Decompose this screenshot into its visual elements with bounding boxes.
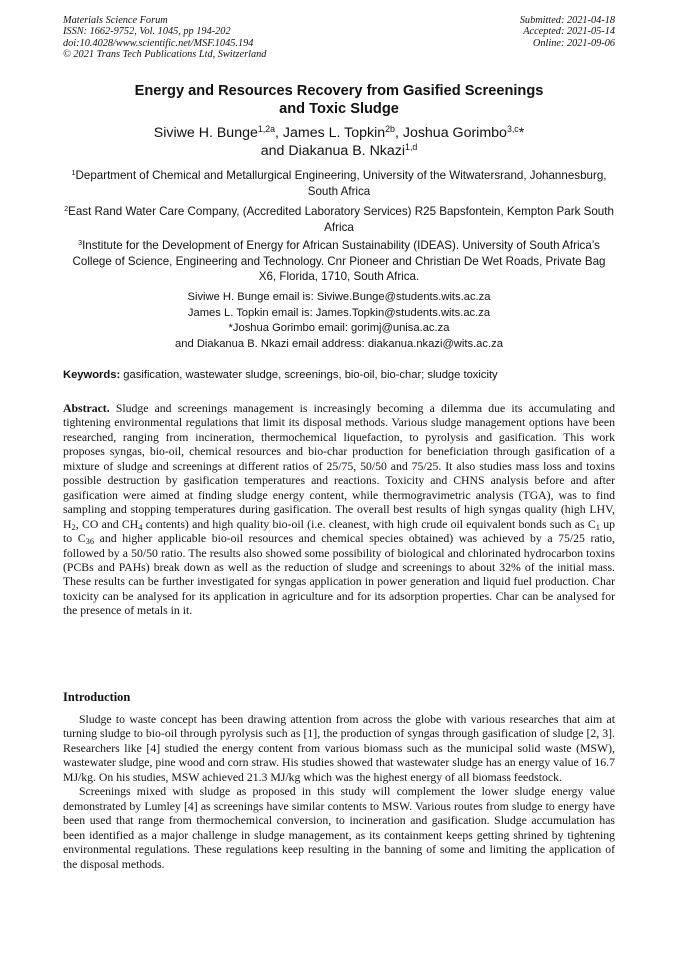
author-line-2 [63, 142, 615, 160]
author-name: Joshua Gorimbo [402, 125, 507, 141]
introduction-paragraph-1: Sludge to waste concept has been drawing attention from across the globe with various researches that aim at turning sludge to bio-oil through pyrolysis such as [1], the production of syngas through gasification of sludge [2, 3]. Researchers like [4] studied the energy content from various biomass such as the municipal solid waste (MSW), wastewater sludge, pine wood and corn straw. His studies showed that wastewater sludge has an energy value of 16.7 MJ/kg. On his studies, MSW achieved 21.3 MJ/kg which was the highest energy of all biomass feedstock. [63, 713, 615, 784]
abstract-text: , CO and CH [75, 517, 139, 531]
subscript: 1 [595, 521, 600, 532]
author-affiliation-marker: 1,2a [257, 124, 275, 135]
affiliation-text: Institute for the Development of Energy for African Sustainability (IDEAS). University of South Africa’s College of Science, Engineering and Technology. Cnr Pioneer and Christian De Wet Roads, Private Bag X6, Florida, 1710, South Africa. [72, 239, 606, 284]
email-line[interactable]: Siviwe H. Bunge email is: Siviwe.Bunge@students.wits.ac.za [187, 291, 491, 303]
author-emails [63, 290, 615, 352]
introduction-body [63, 713, 615, 872]
subscript: 4 [138, 521, 143, 532]
online-date: Online: 2021-09-06 [532, 37, 615, 49]
paper-title-line-2: and Toxic Sludge [279, 101, 399, 117]
abstract-text: up to C [63, 517, 615, 546]
email-line[interactable]: and Diakanua B. Nkazi email address: diakanua.nkazi@wits.ac.za [175, 337, 503, 350]
abstract-text: and higher applicable bio-oil resources and chemical species obtained) was achieved by a 75/25 ratio, followed by a 50/50 ratio. The results also showed some possibility of biological and chlorinated hydrocarbon toxins (PCBs and PAHs) break down as well as the reduction of sludge and screenings to about 32% of the initial mass. These results can be further investigated for syngas application in power generation and liquid fuel production. Char toxicity can be analysed for its application in agriculture and for its adsorption properties. Char can be analysed for the presence of metals in it. [63, 532, 615, 618]
author-affiliation-marker: 2b [385, 124, 395, 135]
keywords-text: gasification, wastewater sludge, screenings, bio-oil, bio-char; sludge toxicity [120, 369, 498, 381]
submitted-date: Submitted: 2021-04-18 [519, 15, 615, 26]
affiliation-marker: 1 [71, 168, 76, 178]
subscript: 36 [85, 536, 95, 547]
abstract-text: Sludge and screenings management is increasingly becoming a dilemma due its accumulating and tightening environmental regulations that limit its disposal methods. Various sludge management options have been researched, ranging from incineration, thermochemical liquefaction, to pyrolysis and gasification. This work proposes syngas, bio-oil, chemical resources and bio-char production for beneficiation through gasification of a mixture of sludge and screenings at different ratios of 25/75, 50/50 and 75/25. It also studies mass loss and toxins possible destruction by gasification temperatures and reactions. Toxicity and CHNS analysis before and after gasification were aimed at finding sludge energy content, while thermogravimetric analysis (TGA), was to find sampling and stopping temperatures during gasification. The overall best results of high syngas quality (high LHV, H [63, 402, 615, 531]
affiliation-3 [63, 238, 615, 285]
affiliation-text: Department of Chemical and Metallurgical Engineering, University of the Witwatersrand, Johannesburg, South Africa [75, 169, 607, 198]
paper-title [63, 82, 615, 118]
journal-copyright: © 2021 Trans Tech Publications Ltd, Switzerland [63, 49, 267, 61]
introduction-heading: Introduction [63, 690, 131, 704]
affiliation-marker: 3 [78, 238, 83, 248]
keywords [63, 368, 623, 382]
journal-issn: ISSN: 1662-9752, Vol. 1045, pp 194-202 [63, 26, 231, 38]
keywords-label: Keywords: [63, 369, 121, 381]
affiliation-text: East Rand Water Care Company, (Accredited Laboratory Services) R25 Bapsfontein, Kempton Park South Africa [68, 205, 614, 234]
email-line[interactable]: *Joshua Gorimbo email: gorimj@unisa.ac.za [228, 322, 450, 335]
journal-header-right [520, 15, 615, 49]
author-name: James L. Topkin [282, 125, 386, 141]
author-name: and Diakanua B. Nkazi [260, 143, 406, 159]
author-list [63, 124, 615, 160]
affiliation-2 [63, 204, 615, 235]
introduction-paragraph-2: Screenings mixed with sludge as proposed in this study will complement the lower sludge energy value demonstrated by Lumley [4] as screenings have similar contents to MSW. Various routes from sludge to energy have been used that range from thermochemical conversion, to incineration and gasification. Sludge accumulation has been identified as a major challenge in sludge management, as its containment keeps getting shrined by tightening environmental regulations. These regulations keep resulting in the banning of some and limiting the application of the disposal methods. [63, 785, 615, 871]
abstract [63, 402, 615, 619]
email-line[interactable]: James L. Topkin email is: James.Topkin@students.wits.ac.za [187, 306, 491, 319]
author-name: Siviwe H. Bunge [153, 125, 258, 141]
corresponding-author-marker: * [518, 125, 525, 141]
journal-header-left [63, 15, 266, 61]
journal-name: Materials Science Forum [63, 15, 168, 26]
author-separator: , [275, 125, 283, 141]
author-separator: , [394, 125, 403, 141]
abstract-text: contents) and high quality bio-oil (i.e. cleanest, with high crude oil equivalent bonds such as C [142, 517, 596, 531]
affiliation-marker: 2 [64, 204, 69, 214]
accepted-date: Accepted: 2021-05-14 [523, 26, 615, 38]
affiliation-1 [63, 168, 615, 199]
author-line-1 [63, 124, 615, 142]
paper-title-line-1: Energy and Resources Recovery from Gasified Screenings [134, 83, 544, 99]
author-affiliation-marker: 3,c [506, 124, 519, 135]
author-affiliation-marker: 1,d [405, 142, 418, 153]
abstract-label: Abstract. [63, 402, 110, 415]
subscript: 2 [71, 521, 76, 532]
journal-doi[interactable]: doi:10.4028/www.scientific.net/MSF.1045.194 [63, 37, 254, 49]
